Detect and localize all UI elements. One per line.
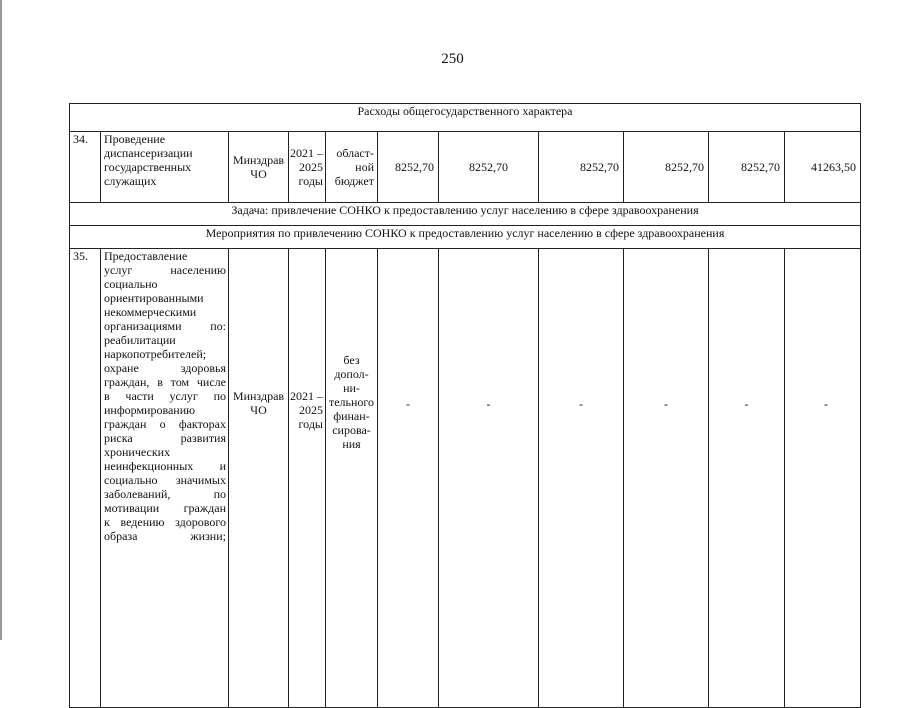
amount-cell: - [439,249,539,708]
description-line: Предоставление [104,249,188,263]
source-line: ной [355,160,374,174]
task-heading-row [70,203,861,226]
row-years [289,132,326,203]
description-line: охране здоровья [104,361,226,375]
description-line: наркопотребителей; [104,347,207,361]
responsible-line: ЧО [250,403,267,417]
responsible-line: ЧО [250,167,267,181]
page-left-edge [0,0,2,640]
years-line: годы [298,174,323,188]
description-line: диспансеризации [104,146,193,160]
description-line: реабилитации [104,333,176,347]
description-line: мотивации граждан [104,501,226,515]
years-line: 2025 [299,403,323,417]
description-line: ориентированными [104,291,204,305]
source-line: без [343,353,360,367]
description-line: социально значимых [104,473,226,487]
description-line: образа жизни; [104,529,226,543]
responsible-line: Минздрав [232,153,285,167]
source-line: област- [336,146,374,160]
description-line: некоммерческими [104,305,197,319]
amount-cell: - [624,249,709,708]
row-funding-source [326,249,378,708]
section-heading: Расходы общегосударственного характера [70,104,861,132]
years-line: 2025 [299,160,323,174]
expenses-table [69,103,861,708]
description-line: услуг населению [104,263,226,277]
table-row-34 [70,132,861,203]
description-line: служащих [104,174,157,188]
description-line: к ведению здорового [104,515,226,529]
amount-total-cell: - [785,249,861,708]
section-heading-row [70,104,861,132]
years-line: годы [298,417,323,431]
row-description [101,249,229,708]
amount-cell: 8252,70 [539,132,624,203]
description-line: организациями по: [104,319,226,333]
amount-cell: 8252,70 [624,132,709,203]
description-line: заболеваний, по [104,487,226,501]
amount-total-cell: 41263,50 [785,132,861,203]
task-heading: Задача: привлечение СОНКО к предоставлению услуг населению в сфере здравоохранения [70,203,861,226]
amount-cell: 8252,70 [709,132,785,203]
description-line: государственных [104,160,192,174]
row-number: 34. [70,132,101,203]
row-responsible [229,132,289,203]
amount-cell: 8252,70 [439,132,539,203]
description-line: граждан о факторах [104,417,226,431]
source-line: ния [342,437,361,451]
source-line: тельного [328,395,375,409]
row-description [101,132,229,203]
description-line: информированию [104,403,196,417]
amount-cell: 8252,70 [378,132,439,203]
years-line: 2021 – [290,146,323,160]
description-line: социально [104,277,158,291]
description-line: Проведение [104,132,166,146]
description-line: в части услуг по [104,389,226,403]
source-line: сирова- [332,423,371,437]
source-line: финан- [333,409,370,423]
table-row-35 [70,249,861,708]
amount-cell: - [378,249,439,708]
events-heading: Мероприятия по привлечению СОНКО к предоставлению услуг населению в сфере здравоохранения [70,226,861,249]
responsible-line: Минздрав [232,389,285,403]
description-line: хронических [104,445,171,459]
years-line: 2021 – [290,389,323,403]
description-line: граждан, в том числе [104,375,226,389]
row-number: 35. [70,249,101,708]
amount-cell: - [709,249,785,708]
events-heading-row [70,226,861,249]
source-line: бюджет [334,174,374,188]
row-funding-source [326,132,378,203]
description-line: риска развития [104,431,226,445]
description-line: неинфекционных и [104,459,226,473]
page-number: 250 [441,51,464,67]
amount-cell: - [539,249,624,708]
row-years [289,249,326,708]
source-line: допол- [334,367,369,381]
source-line: ни- [343,381,360,395]
row-responsible [229,249,289,708]
